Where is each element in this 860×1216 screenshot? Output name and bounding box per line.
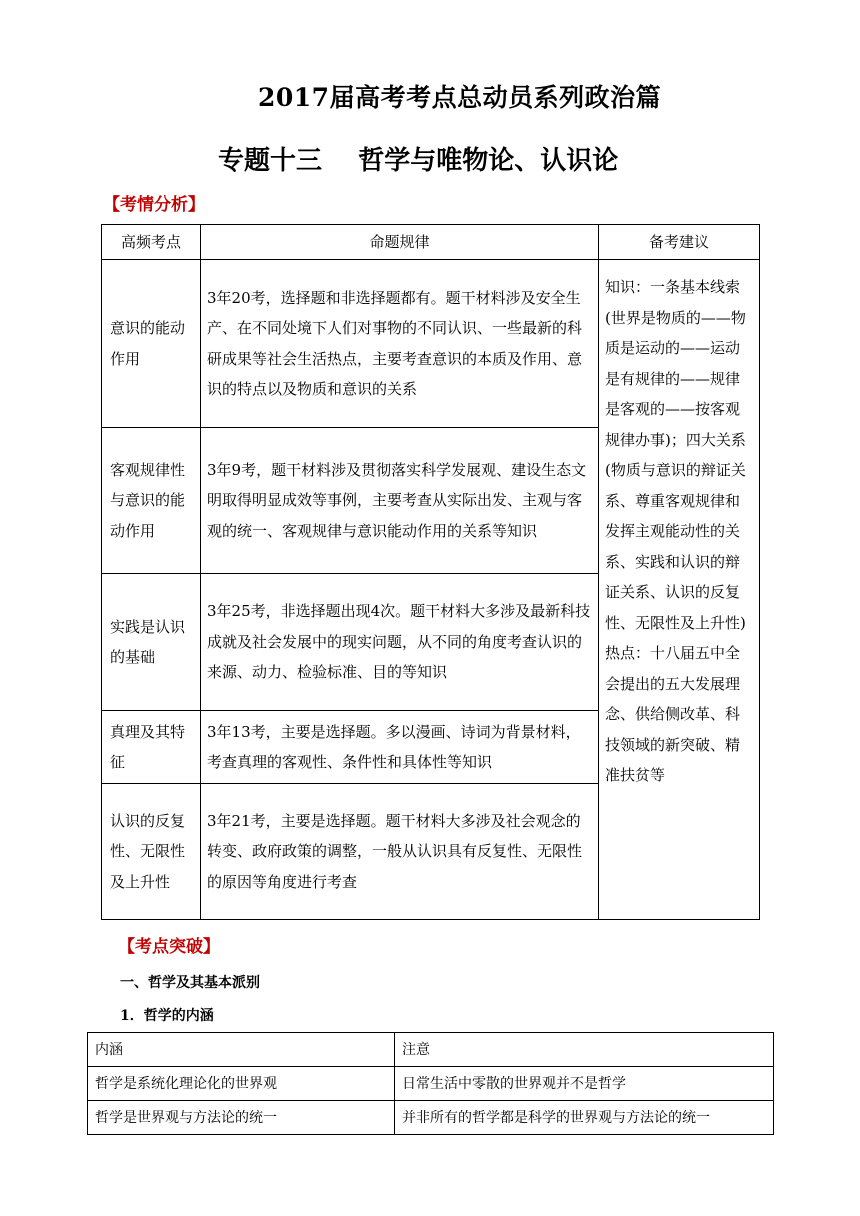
connotation-cell: 哲学是系统化理论化的世界观 [88, 1067, 395, 1101]
subheading-philosophy-connotation: 1．哲学的内涵 [120, 1008, 214, 1024]
note-cell: 并非所有的哲学都是科学的世界观与方法论的统一 [395, 1101, 774, 1135]
exam-rule-cell: 3年20考，选择题和非选择题都有。题干材料涉及安全生产、在不同处境下人们对事物的不同认识、一些最新的科研成果等社会生活热点，主要考查意识的本质及作用、意识的特点以及物质和意识的关系 [201, 260, 599, 428]
table-row [102, 260, 760, 428]
exam-rule-cell: 3年25考，非选择题出现4次。题干材料大多涉及最新科技成就及社会发展中的现实问题，从不同的角度考查认识的来源、动力、检验标准、目的等知识 [201, 574, 599, 711]
connotation-table [87, 1032, 774, 1135]
exam-point-cell: 认识的反复性、无限性及上升性 [102, 784, 201, 920]
document-subtitle: 专题十三 哲学与唯物论、认识论 [218, 146, 619, 176]
table-row [88, 1101, 774, 1135]
analysis-table [101, 224, 760, 920]
exam-rule-cell: 3年21考，主要是选择题。题干材料大多涉及社会观念的转变、政府政策的调整，一般从认识具有反复性、无限性的原因等角度进行考查 [201, 784, 599, 920]
column-header: 高频考点 [102, 225, 201, 260]
table-header-row [88, 1033, 774, 1067]
note-cell: 日常生活中零散的世界观并不是哲学 [395, 1067, 774, 1101]
exam-point-cell: 意识的能动作用 [102, 260, 201, 428]
connotation-cell: 哲学是世界观与方法论的统一 [88, 1101, 395, 1135]
exam-rule-cell: 3年9考，题干材料涉及贯彻落实科学发展观、建设生态文明取得明显成效等事例，主要考查从实际出发、主观与客观的统一、客观规律与意识能动作用的关系等知识 [201, 428, 599, 574]
exam-point-cell: 实践是认识的基础 [102, 574, 201, 711]
table-header-row [102, 225, 760, 260]
column-header: 内涵 [88, 1033, 395, 1067]
document-title: 2017届高考考点总动员系列政治篇 [258, 83, 662, 112]
section-heading-breakthrough: 【考点突破】 [118, 937, 220, 957]
column-header: 备考建议 [599, 225, 760, 260]
exam-point-cell: 真理及其特征 [102, 711, 201, 784]
table-row [88, 1067, 774, 1101]
column-header: 命题规律 [201, 225, 599, 260]
exam-advice-cell: 知识：一条基本线索(世界是物质的——物质是运动的——运动是有规律的——规律是客观的——按客观规律办事)；四大关系(物质与意识的辩证关系、尊重客观规律和发挥主观能动性的关系、实践和认识的辩证关系、认识的反复性、无限性及上升性)热点：十八届五中全会提出的五大发展理念、供给侧改革、科技领域的新突破、精准扶贫等 [599, 260, 760, 920]
section-heading-analysis: 【考情分析】 [103, 195, 205, 215]
exam-point-cell: 客观规律性与意识的能动作用 [102, 428, 201, 574]
subheading-philosophy-schools: 一、哲学及其基本派别 [120, 975, 260, 991]
column-header: 注意 [395, 1033, 774, 1067]
exam-rule-cell: 3年13考，主要是选择题。多以漫画、诗词为背景材料，考查真理的客观性、条件性和具体性等知识 [201, 711, 599, 784]
